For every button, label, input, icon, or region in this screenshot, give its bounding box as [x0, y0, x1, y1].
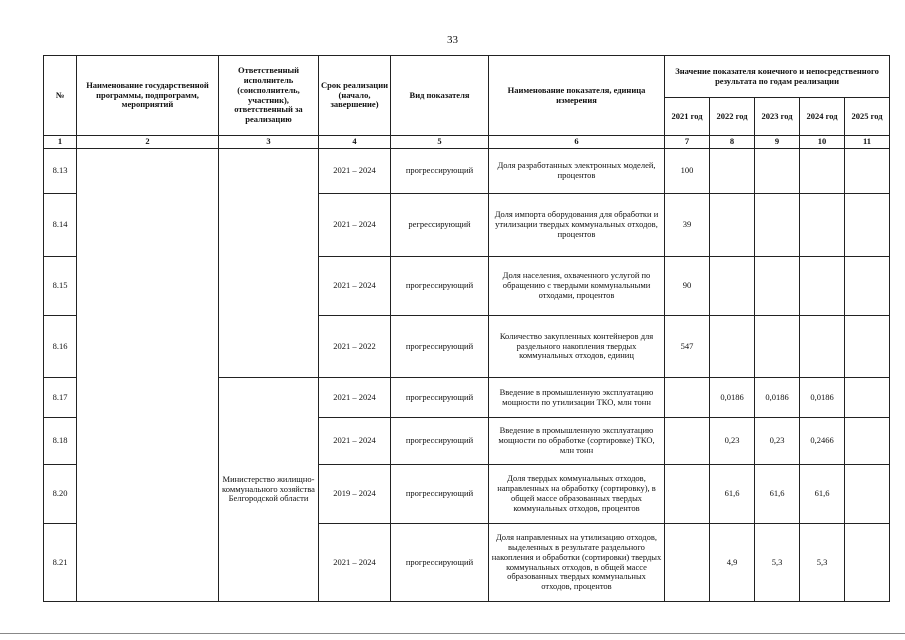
page-number: 33: [447, 34, 458, 46]
value-2024: 5,3: [800, 524, 845, 602]
value-2022: [710, 194, 755, 257]
type-cell: прогрессирующий: [391, 524, 489, 602]
value-2021: 547: [665, 316, 710, 378]
value-2024: [800, 316, 845, 378]
value-2023: [755, 194, 800, 257]
value-2023: [755, 316, 800, 378]
table-row: [44, 149, 890, 194]
column-number: 9: [755, 136, 800, 149]
row-number: 8.21: [44, 524, 77, 602]
value-2022: 0,0186: [710, 378, 755, 418]
value-2021: [665, 378, 710, 418]
indicator-cell: Количество закупленных контейнеров для раздельного накопления твердых коммунальных отходов, единиц: [489, 316, 665, 378]
value-2023: [755, 257, 800, 316]
value-2023: [755, 149, 800, 194]
value-2022: [710, 149, 755, 194]
column-number: 11: [845, 136, 890, 149]
responsible-cell-upper: [219, 149, 319, 378]
column-number: 3: [219, 136, 319, 149]
type-cell: прогрессирующий: [391, 316, 489, 378]
row-number: 8.17: [44, 378, 77, 418]
header-values-group: Значение показателя конечного и непосредственного результата по годам реализации: [665, 56, 890, 98]
program-cell: [77, 149, 219, 602]
value-2022: 61,6: [710, 465, 755, 524]
value-2023: 5,3: [755, 524, 800, 602]
header-period: Срок реализации (начало, завершение): [319, 56, 391, 136]
indicator-cell: Доля твердых коммунальных отходов, направленных на обработку (сортировку), в общей массе образованных твердых коммунальных отходов, процентов: [489, 465, 665, 524]
period-cell: 2021 – 2024: [319, 257, 391, 316]
header-year: 2021 год: [665, 98, 710, 136]
value-2021: [665, 524, 710, 602]
period-cell: 2021 – 2024: [319, 378, 391, 418]
value-2021: 100: [665, 149, 710, 194]
row-number: 8.14: [44, 194, 77, 257]
header-year: 2022 год: [710, 98, 755, 136]
value-2024: 0,2466: [800, 418, 845, 465]
indicator-cell: Доля направленных на утилизацию отходов, выделенных в результате раздельного накопления и обработки (сортировки) твердых коммунальных отходов, в общей массе образованных твердых коммунальных отходов, процентов: [489, 524, 665, 602]
column-number: 7: [665, 136, 710, 149]
scan-bottom-edge: [0, 633, 905, 634]
indicator-cell: Доля разработанных электронных моделей, процентов: [489, 149, 665, 194]
header-program: Наименование государственной программы, подпрограмм, мероприятий: [77, 56, 219, 136]
row-number: 8.20: [44, 465, 77, 524]
value-2025: [845, 149, 890, 194]
indicator-cell: Доля импорта оборудования для обработки и утилизации твердых коммунальных отходов, процентов: [489, 194, 665, 257]
column-number-row: [44, 136, 890, 149]
value-2022: 4,9: [710, 524, 755, 602]
program-table: [43, 55, 890, 602]
value-2025: [845, 465, 890, 524]
period-cell: 2021 – 2024: [319, 418, 391, 465]
column-number: 4: [319, 136, 391, 149]
column-number: 2: [77, 136, 219, 149]
indicator-cell: Введение в промышленную эксплуатацию мощности по утилизации ТКО, млн тонн: [489, 378, 665, 418]
value-2025: [845, 257, 890, 316]
period-cell: 2021 – 2024: [319, 149, 391, 194]
value-2025: [845, 378, 890, 418]
value-2025: [845, 418, 890, 465]
value-2022: 0,23: [710, 418, 755, 465]
value-2022: [710, 316, 755, 378]
value-2025: [845, 316, 890, 378]
row-number: 8.15: [44, 257, 77, 316]
value-2021: [665, 465, 710, 524]
value-2025: [845, 524, 890, 602]
value-2023: 61,6: [755, 465, 800, 524]
value-2025: [845, 194, 890, 257]
header-year: 2023 год: [755, 98, 800, 136]
value-2024: [800, 194, 845, 257]
period-cell: 2021 – 2024: [319, 194, 391, 257]
header-no: №: [44, 56, 77, 136]
column-number: 10: [800, 136, 845, 149]
indicator-cell: Введение в промышленную эксплуатацию мощности по обработке (сортировке) ТКО, млн тонн: [489, 418, 665, 465]
value-2024: [800, 149, 845, 194]
header-year: 2025 год: [845, 98, 890, 136]
type-cell: прогрессирующий: [391, 465, 489, 524]
responsible-cell-lower: Министерство жилищно-коммунального хозяйства Белгородской области: [219, 378, 319, 602]
row-number: 8.18: [44, 418, 77, 465]
type-cell: прогрессирующий: [391, 418, 489, 465]
value-2022: [710, 257, 755, 316]
value-2024: [800, 257, 845, 316]
column-number: 8: [710, 136, 755, 149]
header-indicator: Наименование показателя, единица измерения: [489, 56, 665, 136]
type-cell: прогрессирующий: [391, 257, 489, 316]
value-2021: 90: [665, 257, 710, 316]
header-responsible: Ответственный исполнитель (соисполнитель, участник), ответственный за реализацию: [219, 56, 319, 136]
period-cell: 2021 – 2024: [319, 524, 391, 602]
value-2021: [665, 418, 710, 465]
value-2021: 39: [665, 194, 710, 257]
period-cell: 2021 – 2022: [319, 316, 391, 378]
indicator-cell: Доля населения, охваченного услугой по обращению с твердыми коммунальными отходами, процентов: [489, 257, 665, 316]
column-number: 6: [489, 136, 665, 149]
type-cell: регрессирующий: [391, 194, 489, 257]
value-2024: 0,0186: [800, 378, 845, 418]
type-cell: прогрессирующий: [391, 149, 489, 194]
value-2023: 0,23: [755, 418, 800, 465]
period-cell: 2019 – 2024: [319, 465, 391, 524]
column-number: 5: [391, 136, 489, 149]
header-year: 2024 год: [800, 98, 845, 136]
value-2024: 61,6: [800, 465, 845, 524]
row-number: 8.13: [44, 149, 77, 194]
row-number: 8.16: [44, 316, 77, 378]
column-number: 1: [44, 136, 77, 149]
header-type: Вид показателя: [391, 56, 489, 136]
type-cell: прогрессирующий: [391, 378, 489, 418]
value-2023: 0,0186: [755, 378, 800, 418]
